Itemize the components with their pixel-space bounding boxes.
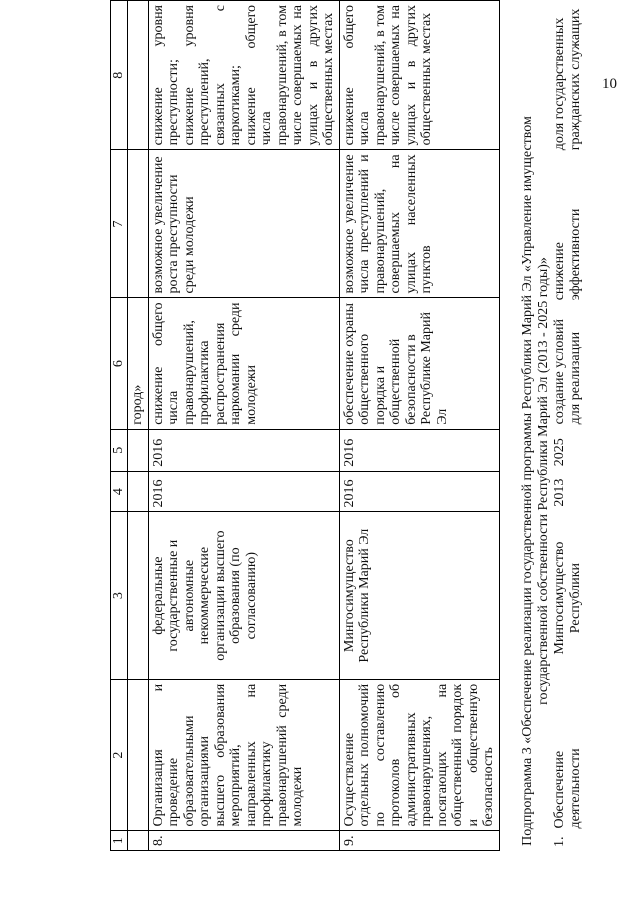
executor-cell: Мингосимущество Республики Марий Эл bbox=[339, 512, 499, 679]
header-cell: 4 bbox=[111, 471, 128, 512]
carry-over-text: город» bbox=[128, 298, 149, 429]
table-row bbox=[339, 1, 499, 851]
indicators-cell: снижение уровня преступности; снижение уровня преступлений, связанных с наркотиками; снижение общего числа правонарушений, в том числе совершаемых на улицах и в других общественных местах bbox=[148, 1, 339, 150]
indicators-cell: снижение общего числа правонарушений, в том числе совершаемых на улицах и в других общественных местах bbox=[339, 1, 499, 150]
row-number: 9. bbox=[339, 831, 499, 851]
row-number: 1. bbox=[552, 836, 567, 847]
table-cell bbox=[128, 1, 149, 150]
header-cell: 8 bbox=[111, 1, 128, 150]
consequences-cell: возможное увеличение числа преступлений и правонарушений, совершаемых на улицах населенных пунктов bbox=[339, 150, 499, 298]
table-cell bbox=[128, 150, 149, 298]
header-cell: 6 bbox=[111, 298, 128, 429]
indicators-cell: доля государственных гражданских служащих bbox=[552, 8, 583, 151]
measure-cell: Обеспечение деятельности bbox=[552, 748, 583, 829]
executor-cell: федеральные государственные и автономные некоммерческие организации высшего образования (по согласованию) bbox=[148, 512, 339, 679]
table-cell bbox=[128, 471, 149, 512]
table-row bbox=[148, 1, 339, 851]
header-cell: 3 bbox=[111, 512, 128, 679]
executor-cell: Мингосимущество Республики bbox=[552, 541, 583, 655]
program-table bbox=[110, 0, 500, 851]
page-number: 10 bbox=[602, 76, 617, 92]
end-year-cell: 2016 bbox=[148, 429, 339, 471]
measure-cell: Осуществление отдельных полномочий по составлению протоколов об административных правонарушениях, посягающих на общественный порядок и общественную безопасность bbox=[339, 679, 499, 831]
consequences-cell: снижение эффективности bbox=[552, 208, 583, 301]
subprogram-title: Подпрограмма 3 «Обеспечение реализации государственной программы Республики Марий Эл «Управление имуществом государственной собственности Республики Марий Эл (2013 - 2025 годы)» bbox=[520, 116, 551, 846]
continuation-table bbox=[552, 0, 583, 851]
table-cell bbox=[128, 512, 149, 679]
header-row bbox=[111, 1, 128, 851]
consequences-cell: возможное увеличение роста преступности среди молодежи bbox=[148, 150, 339, 298]
result-cell: обеспечение охраны общественного порядка и общественной безопасности в Республике Марий Эл bbox=[339, 298, 499, 429]
header-cell: 1 bbox=[111, 831, 128, 851]
table-cell bbox=[128, 429, 149, 471]
result-cell: создание условий для реализации bbox=[552, 319, 583, 425]
header-cell: 7 bbox=[111, 150, 128, 298]
start-year-cell: 2016 bbox=[148, 471, 339, 512]
header-cell: 2 bbox=[111, 679, 128, 831]
carry-over-row bbox=[128, 1, 149, 851]
start-year-cell: 2013 bbox=[552, 478, 567, 507]
start-year-cell: 2016 bbox=[339, 471, 499, 512]
header-cell: 5 bbox=[111, 429, 128, 471]
measure-cell: Организация и проведение образовательными организациями высшего образования мероприятий, направленных на профилактику правонарушений среди молодежи bbox=[148, 679, 339, 831]
table-cell bbox=[128, 679, 149, 831]
end-year-cell: 2025 bbox=[552, 438, 567, 467]
table-cell bbox=[128, 831, 149, 851]
table-row bbox=[552, 0, 583, 851]
row-number: 8. bbox=[148, 831, 339, 851]
result-cell: снижение общего числа правонарушений, профилактика распространения наркомании среди молодежи bbox=[148, 298, 339, 429]
end-year-cell: 2016 bbox=[339, 429, 499, 471]
